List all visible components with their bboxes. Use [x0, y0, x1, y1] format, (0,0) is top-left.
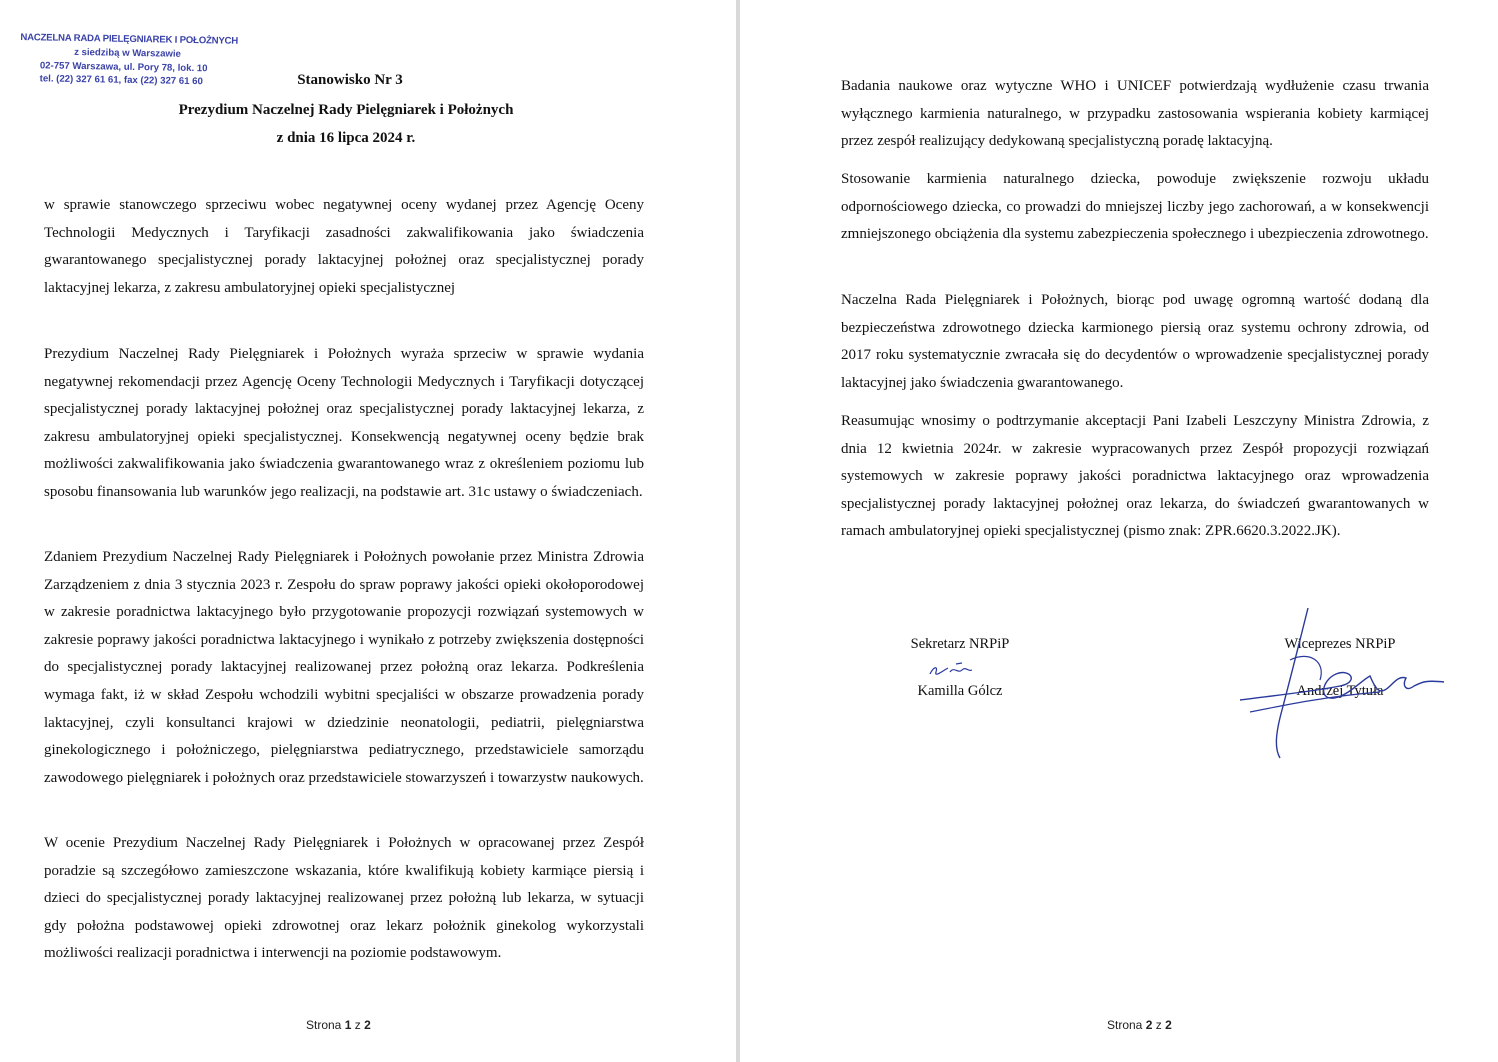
signatory-name: Kamilla Gólcz — [917, 683, 1003, 699]
paragraph: Naczelna Rada Pielęgniarek i Położnych, biorąc pod uwagę ogromną wartość dodaną dla bezpieczeństwa zdrowotnego dziecka karmionego piersią oraz systemu ochrony zdrowia, od 2017 roku systematycznie zwracała się do decydentów o wprowadzenie specjalistycznej porady laktacyjnej jako świadczenia gwarantowanego. — [841, 292, 1429, 391]
signatory-role: Sekretarz NRPiP — [910, 636, 1010, 652]
document-issuer: Prezydium Naczelnej Rady Pielęgniarek i Położnych — [178, 102, 514, 118]
document-page-2 — [740, 0, 1498, 1062]
signature-scribble — [1230, 600, 1450, 765]
signatory-name: Andrzej Tytuła — [1296, 683, 1384, 699]
stamp-line: z siedzibą w Warszawie — [74, 46, 182, 60]
paragraph: Stosowanie karmienia naturalnego dziecka, powoduje zwiększenie rozwoju układu odpornościowego dziecka, co prowadzi do mniejszej liczby jego zachorowań, a w konsekwencji zmniejszonego obciążenia dla systemu zabezpieczenia społecznego i ubezpieczenia zdrowotnego. — [841, 171, 1429, 243]
stamp-line: NACZELNA RADA PIELĘGNIAREK I POŁOŻNYCH — [20, 31, 239, 47]
signatory-role: Wiceprezes NRPiP — [1284, 636, 1396, 652]
signature-block-secretary — [870, 636, 1050, 700]
stamp-line: tel. (22) 327 61 61, fax (22) 327 61 60 — [39, 73, 203, 88]
paragraph: Zdaniem Prezydium Naczelnej Rady Pielęgniarek i Położnych powołanie przez Ministra Zdrowia Zarządzeniem z dnia 3 stycznia 2023 r. Zespołu do spraw poprawy jakości opieki okołoporodowej w zakresie poradnictwa laktacyjnego było przygotowanie propozycji rozwiązań systemowych w zakresie poprawy jakości poradnictwa laktacyjnego i wynikało z potrzeby zwiększenia dostępności do specjalistycznej porady laktacyjnej realizowanej przez położną oraz lekarza. Podkreślenia wymaga fakt, iż w skład Zespołu wchodzili wybitni specjaliści w obszarze prowadzenia porady laktacyjnej, czyli konsultanci krajowi w dziedzinie neonatologii, pediatrii, pielęgniarstwa ginekologicznego i położniczego, pielęgniarstwa pediatrycznego, przedstawiciele samorządu zawodowego pielęgniarek i położnych oraz przedstawiciele stowarzyszeń i towarzystw naukowych. — [44, 549, 644, 786]
document-date: z dnia 16 lipca 2024 r. — [276, 130, 416, 146]
stamp-line: 02-757 Warszawa, ul. Pory 78, lok. 10 — [39, 59, 208, 74]
paragraph: Reasumując wnosimy o podtrzymanie akceptacji Pani Izabeli Leszczyny Ministra Zdrowia, z dnia 12 kwietnia 2024r. w zakresie wypracowanych przez Zespół propozycji rozwiązań systemowych w zakresie poprawy jakości poradnictwa laktacyjnego oraz wprowadzenia specjalistycznej porady laktacyjnej położnej oraz lekarza, do świadczeń gwarantowanych w ramach ambulatoryjnej opieki specjalistycznej (pismo znak: ZPR.6620.3.2022.JK). — [841, 413, 1429, 540]
signature-scribble — [922, 660, 992, 682]
document-title: Stanowisko Nr 3 — [297, 72, 403, 88]
paragraph: W ocenie Prezydium Naczelnej Rady Pielęgniarek i Położnych w opracowanej przez Zespół poradzie są szczegółowo zamieszczone wskazania, które kwalifikują kobiety karmiące piersią i dzieci do specjalistycznej porady laktacyjnej realizowanej przez położną lub lekarza, w sytuacji gdy położna podstawowej opieki zdrowotnej oraz lekarz położnik ginekolog wykorzystali możliwości realizacji poradnictwa i interwencji na poziomie podstawowym. — [44, 835, 644, 962]
document-page-1 — [0, 0, 736, 1062]
page-number: Strona 2 z 2 — [1107, 1018, 1172, 1032]
paragraph: Prezydium Naczelnej Rady Pielęgniarek i Położnych wyraża sprzeciw w sprawie wydania negatywnej rekomendacji przez Agencję Oceny Technologii Medycznych i Taryfikacji dotyczącej specjalistycznej porady laktacyjnej położnej oraz specjalistycznej porady laktacyjnej lekarza, z zakresu ambulatoryjnej opieki specjalistycznej. Konsekwencją negatywnej oceny będzie brak możliwości zakwalifikowania jako świadczenia gwarantowanego wraz z określeniem poziomu lub sposobu finansowania lub warunków jego realizacji, na podstawie art. 31c ustawy o świadczeniach. — [44, 346, 644, 500]
page-number: Strona 1 z 2 — [306, 1018, 371, 1032]
paragraph: Badania naukowe oraz wytyczne WHO i UNICEF potwierdzają wydłużenie czasu trwania wyłącznego karmienia naturalnego, w przypadku zastosowania wspierania kobiety karmiącej przez zespół realizujący dedykowaną specjalistyczną poradę laktacyjną. — [841, 78, 1429, 150]
document-subject: w sprawie stanowczego sprzeciwu wobec negatywnej oceny wydanej przez Agencję Oceny Technologii Medycznych i Taryfikacji zasadności zakwalifikowania jako świadczenia gwarantowanego specjalistycznej porady laktacyjnej położnej oraz specjalistycznej porady laktacyjnej lekarza, z zakresu ambulatoryjnej opieki specjalistycznej — [44, 197, 644, 296]
